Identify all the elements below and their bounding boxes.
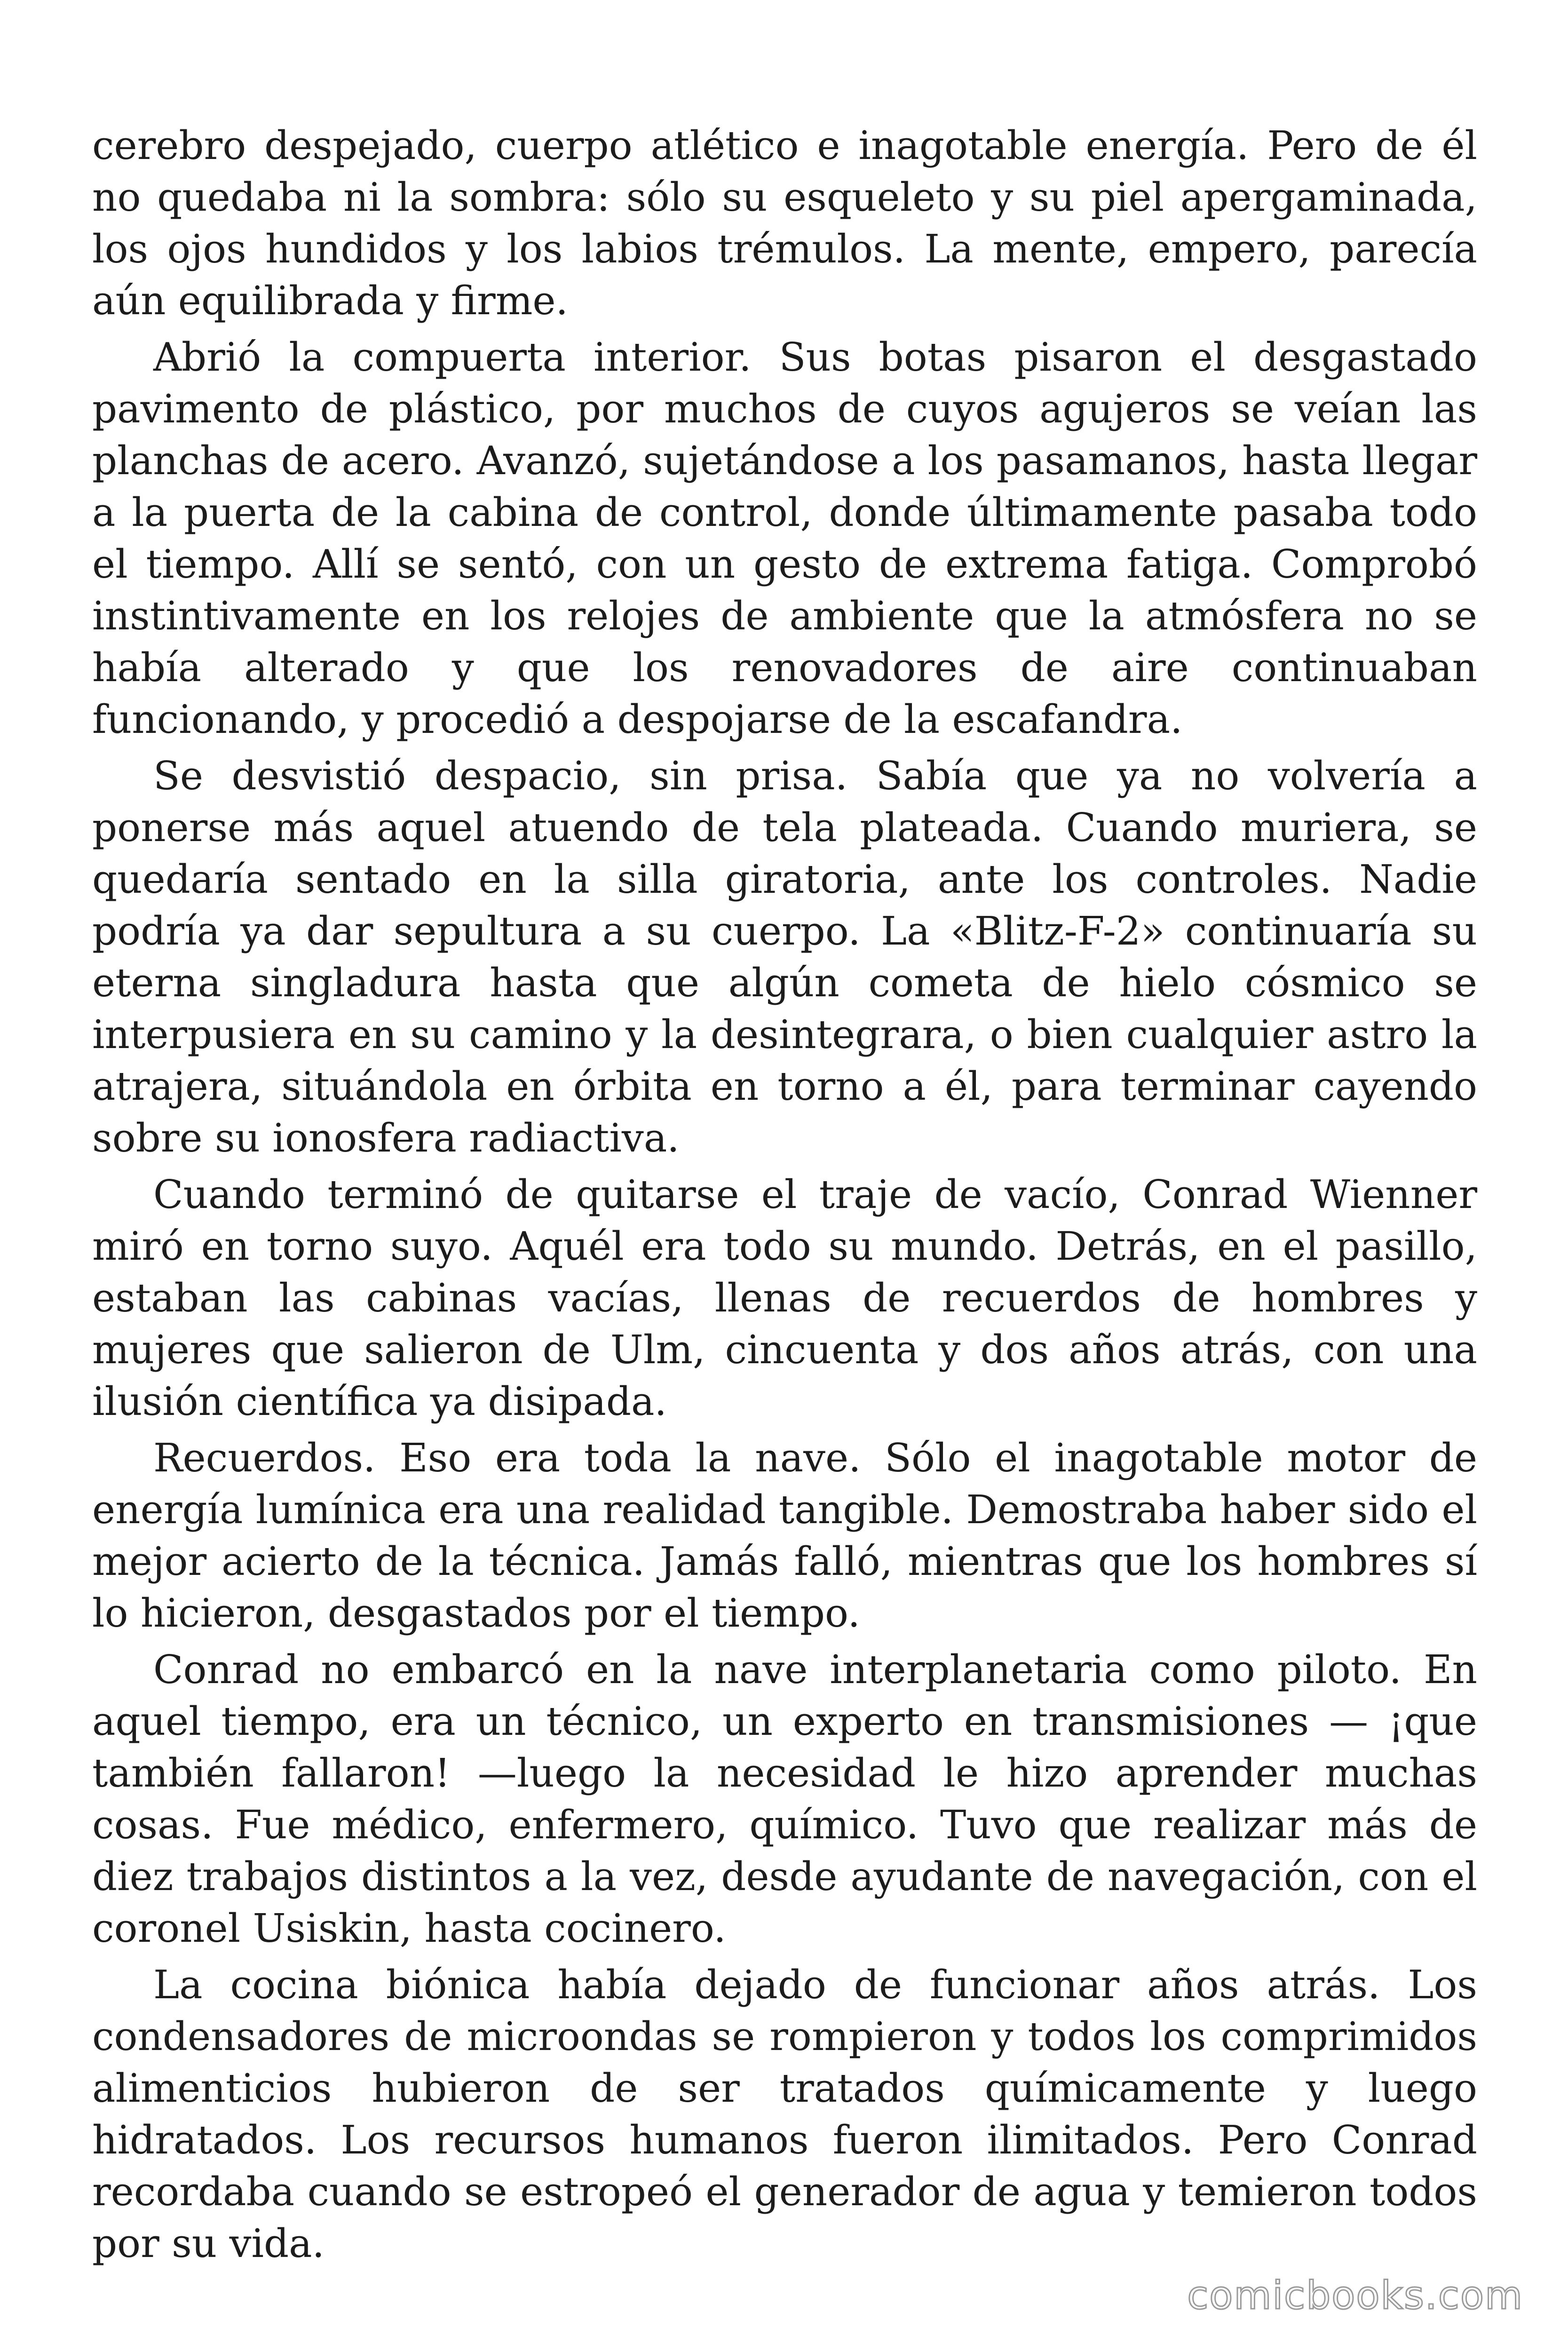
paragraph-6: Conrad no embarcó en la nave interplanetaria como piloto. En aquel tiempo, era un técnico, un experto en transmisiones — ¡que también fallaron! —luego la necesidad le hizo aprender muchas cosas. Fue médico, enfermero, químico. Tuvo que realizar más de diez trabajos distintos a la vez, desde ayudante de navegación, con el coronel Usiskin, hasta cocinero. <box>92 1647 1477 1951</box>
paragraph-1: cerebro despejado, cuerpo atlético e inagotable energía. Pero de él no quedaba ni la sombra: sólo su esqueleto y su piel apergaminada, los ojos hundidos y los labios trémulos. La mente, empero, parecía aún equilibrada y firme. <box>92 123 1477 324</box>
book-page-text <box>92 120 1477 2274</box>
paragraph-5: Recuerdos. Eso era toda la nave. Sólo el inagotable motor de energía lumínica era una realidad tangible. Demostraba haber sido el mejor acierto de la técnica. Jamás falló, mientras que los hombres sí lo hicieron, desgastados por el tiempo. <box>92 1435 1477 1636</box>
paragraph-4: Cuando terminó de quitarse el traje de vacío, Conrad Wienner miró en torno suyo. Aquél era todo su mundo. Detrás, en el pasillo, estaban las cabinas vacías, llenas de recuerdos de hombres y mujeres que salieron de Ulm, cincuenta y dos años atrás, con una ilusión científica ya disipada. <box>92 1172 1477 1424</box>
paragraph-2: Abrió la compuerta interior. Sus botas pisaron el desgastado pavimento de plástico, por muchos de cuyos agujeros se veían las planchas de acero. Avanzó, sujetándose a los pasamanos, hasta llegar a la puerta de la cabina de control, donde últimamente pasaba todo el tiempo. Allí se sentó, con un gesto de extrema fatiga. Comprobó instintivamente en los relojes de ambiente que la atmósfera no se había alterado y que los renovadores de aire continuaban funcionando, y procedió a despojarse de la escafandra. <box>92 334 1477 742</box>
paragraph-3: Se desvistió despacio, sin prisa. Sabía que ya no volvería a ponerse más aquel atuendo de tela plateada. Cuando muriera, se quedaría sentado en la silla giratoria, ante los controles. Nadie podría ya dar sepultura a su cuerpo. La «Blitz-F-2» continuaría su eterna singladura hasta que algún cometa de hielo cósmico se interpusiera en su camino y la desintegrara, o bien cualquier astro la atrajera, situándola en órbita en torno a él, para terminar cayendo sobre su ionosfera radiactiva. <box>92 753 1477 1161</box>
site-watermark: comicbooks.com <box>1187 2273 1523 2318</box>
paragraph-7: La cocina biónica había dejado de funcionar años atrás. Los condensadores de microondas se rompieron y todos los comprimidos alimenticios hubieron de ser tratados químicamente y luego hidratados. Los recursos humanos fueron ilimitados. Pero Conrad recordaba cuando se estropeó el generador de agua y temieron todos por su vida. <box>92 1962 1477 2266</box>
